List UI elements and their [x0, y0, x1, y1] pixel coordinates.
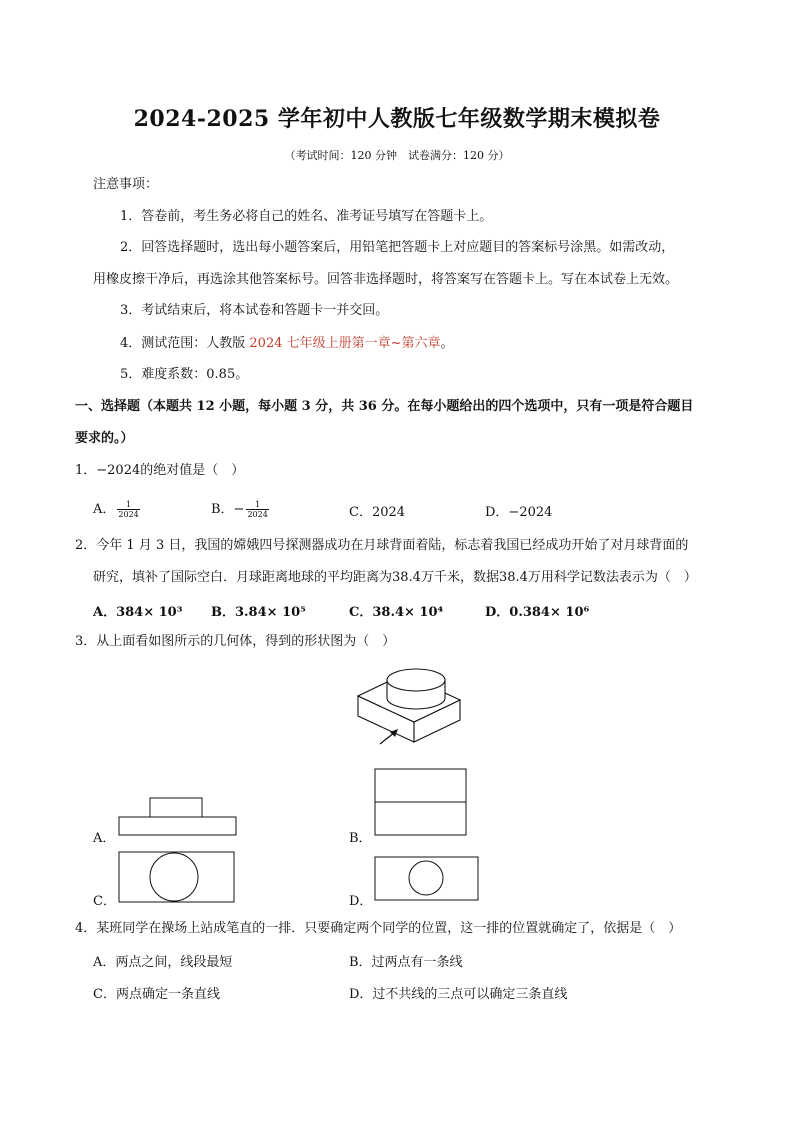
q1-option-c: C．2024	[349, 505, 406, 520]
note-item: 用橡皮擦干净后，再选涂其他答案标号。回答非选择题时，将答案写在答题卡上。写在本试卷上无效。	[93, 272, 679, 287]
q3-option-d-figure	[374, 856, 480, 902]
section-heading-cont: 要求的。）	[75, 431, 134, 446]
note-scope-suffix: 。	[440, 336, 454, 351]
section-heading: 一、选择题（本题共 12 小题，每小题 3 分，共 36 分。在每小题给出的四个选项中，只有一项是符合题目	[75, 399, 694, 414]
q3-option-b-figure	[374, 768, 468, 836]
note-item: 3．考试结束后，将本试卷和答题卡一并交回。	[120, 303, 389, 318]
q3-option-c-figure	[118, 851, 236, 903]
question-1-stem: 1．−2024的绝对值是（ ）	[75, 463, 245, 478]
q2-option-b: B．3.84× 10⁵	[211, 605, 306, 620]
notes-heading: 注意事项：	[93, 177, 159, 192]
note-scope-range: 2024 七年级上册第一章~第六章	[249, 336, 441, 351]
large-circle	[150, 853, 198, 901]
q3-option-a-label: A．	[93, 831, 116, 846]
q4-option-d: D．过不共线的三点可以确定三条直线	[349, 987, 568, 1002]
q2-option-c: C．38.4× 10⁴	[349, 605, 444, 620]
q4-option-a: A．两点之间，线段最短	[93, 955, 233, 970]
base-rect	[119, 817, 236, 835]
q1-option-a-label: A．	[93, 502, 116, 517]
question-4-stem: 4．某班同学在操场上站成笔直的一排．只要确定两个同学的位置，这一排的位置就确定了，依据是（ ）	[75, 921, 682, 936]
fraction	[117, 500, 139, 519]
q3-option-a-figure	[118, 797, 238, 837]
q3-option-d-label: D．	[349, 894, 373, 909]
q1-option-b-label: B．−	[211, 502, 245, 517]
q1-option-a	[93, 498, 142, 519]
question-2-stem-cont: 研究，填补了国际空白．月球距离地球的平均距离为38.4万千米，数据38.4万用科学记数法表示为（ ）	[93, 570, 697, 585]
top-rect	[150, 798, 202, 817]
note-scope-prefix: 4．测试范围：人教版	[120, 336, 250, 351]
fraction-denominator: 2024	[118, 510, 139, 519]
fraction-numerator: 1	[117, 500, 139, 510]
note-item-scope	[120, 335, 454, 353]
q4-option-c: C．两点确定一条直线	[93, 987, 220, 1002]
exam-info: （考试时间：120 分钟 试卷满分：120 分）	[284, 149, 510, 162]
q3-option-c-label: C．	[93, 894, 116, 909]
q2-option-a: A．384× 10³	[93, 605, 183, 620]
fraction	[246, 500, 268, 519]
q2-option-d: D．0.384× 10⁶	[485, 605, 590, 620]
q3-option-b-label: B．	[349, 831, 372, 846]
q1-option-d: D．−2024	[485, 505, 553, 520]
q4-option-b: B．过两点有一条线	[349, 955, 463, 970]
q1-option-b	[211, 498, 271, 519]
note-item: 1．答卷前，考生务必将自己的姓名、准考证号填写在答题卡上。	[120, 209, 493, 224]
question-3-stem: 3．从上面看如图所示的几何体，得到的形状图为（ ）	[75, 634, 396, 649]
fraction-denominator: 2024	[247, 510, 268, 519]
note-item: 2．回答选择题时，选出每小题答案后，用铅笔把答题卡上对应题目的答案标号涂黑。如需改动，	[120, 240, 675, 255]
page-title: 2024-2025 学年初中人教版七年级数学期末模拟卷	[133, 106, 661, 132]
small-circle	[409, 861, 443, 895]
cylinder-top	[387, 669, 445, 691]
note-item: 5．难度系数：0.85。	[120, 367, 249, 382]
geometry-solid-figure	[350, 660, 470, 756]
question-2-stem: 2．今年 1 月 3 日，我国的嫦娥四号探测器成功在月球背面着陆，标志着我国已经成功开始了对月球背面的	[75, 538, 689, 553]
fraction-numerator: 1	[246, 500, 268, 510]
